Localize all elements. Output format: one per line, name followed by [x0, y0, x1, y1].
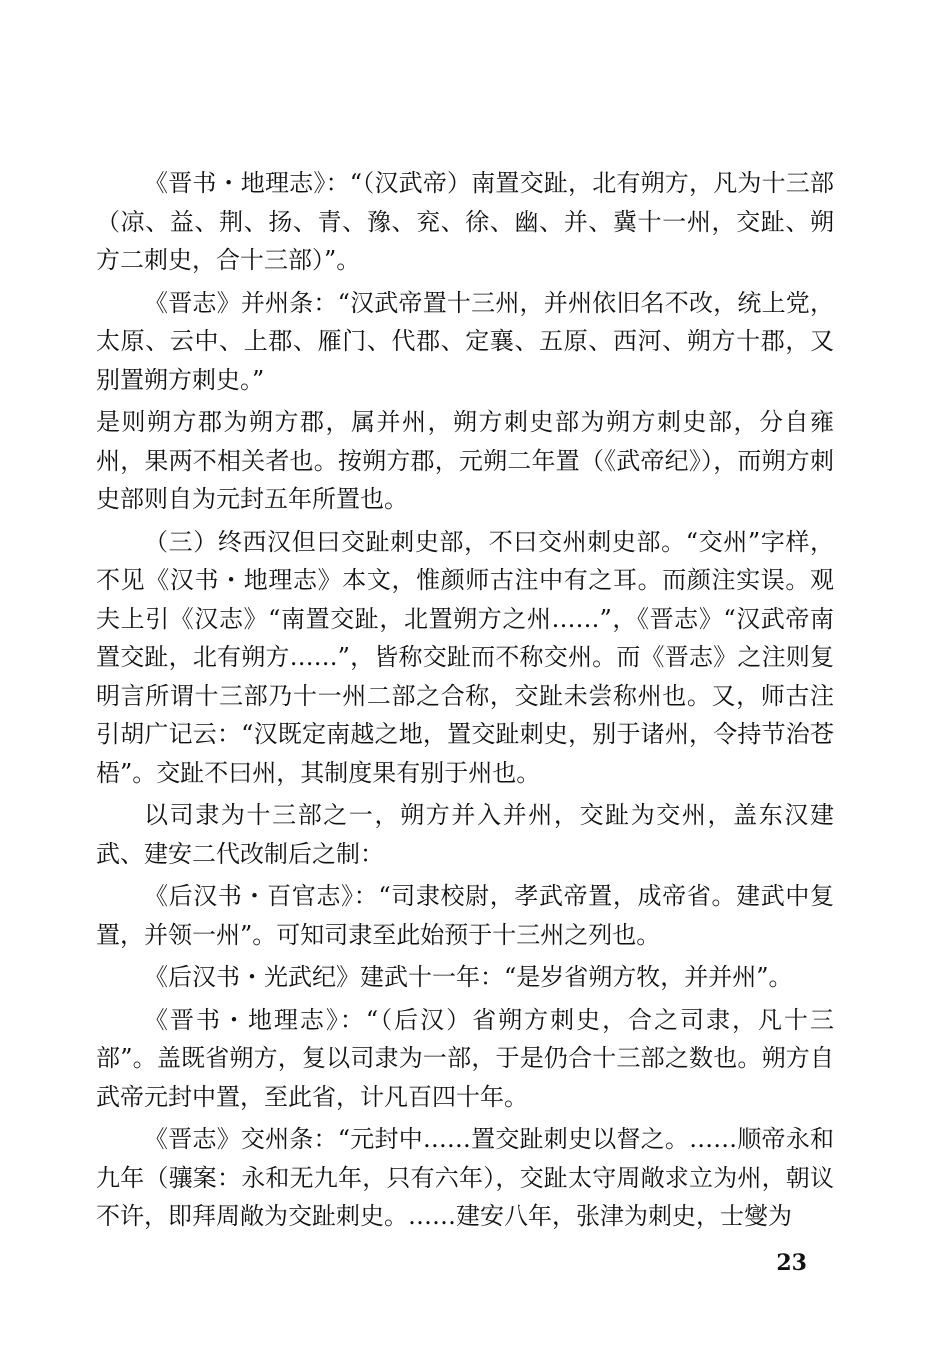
paragraph-houhanshu-guangwuji: 《后汉书・光武纪》建武十一年：“是岁省朔方牧，并并州”。: [144, 963, 793, 991]
page-number: 23: [776, 1250, 807, 1276]
paragraph-jinshu-houhan: 《晋书・地理志》：“（后汉）省朔方刺史，合之司隶，凡十三部”。盖既省朔方，复以司隶为一部，于是仍合十三部之数也。朔方自武帝元封中置，至此省，计凡百四十年。: [96, 1005, 834, 1111]
paragraph-houhanshu-baiguanzhi: 《后汉书・百官志》：“司隶校尉，孝武帝置，成帝省。建武中复置，并领一州”。可知司隶至此始预于十三州之列也。: [96, 882, 834, 949]
paragraph-jiaozhou: 《晋志》交州条：“元封中……置交趾刺史以督之。……顺帝永和九年（骧案：永和无九年，只有六年），交趾太守周敞求立为州，朝议不许，即拜周敞为交趾刺史。……建安八年，张津为刺史，士燮为: [96, 1125, 834, 1230]
paragraph-section-three: （三）终西汉但曰交趾刺史部，不曰交州刺史部。“交州”字样，不见《汉书・地理志》本文，惟颜师古注中有之耳。而颜注实误。观夫上引《汉志》“南置交趾，北置朔方之州……”，《晋志》“汉武帝南置交趾，北有朔方……”，皆称交趾而不称交州。而《晋志》之注则复明言所谓十三部乃十一州二部之合称，交趾未尝称州也。又，师古注引胡广记云：“汉既定南越之地，置交趾刺史，别于诸州，令持节治苍梧”。交趾不曰州，其制度果有别于州也。: [96, 527, 834, 787]
paragraph-shuofang-commentary: 是则朔方郡为朔方郡，属并州，朔方刺史部为朔方刺史部，分自雍州，果两不相关者也。按朔方郡，元朔二年置（《武帝纪》），而朔方刺史部则自为元封五年所置也。: [96, 408, 834, 513]
page-body: [96, 164, 834, 1240]
paragraph-jinzhi-bingzhou: 《晋志》并州条：“汉武帝置十三州，并州依旧名不改，统上党，太原、云中、上郡、雁门、代郡、定襄、五原、西河、朔方十郡，又别置朔方刺史。”: [96, 288, 834, 394]
paragraph-sili: 以司隶为十三部之一，朔方并入并州，交趾为交州，盖东汉建武、建安二代改制后之制：: [96, 801, 834, 868]
paragraph-jinshu-dilizhi: 《晋书・地理志》：“（汉武帝）南置交趾，北有朔方，凡为十三部（凉、益、荆、扬、青、豫、兖、徐、幽、并、冀十一州，交趾、朔方二刺史，合十三部）”。: [96, 169, 834, 274]
